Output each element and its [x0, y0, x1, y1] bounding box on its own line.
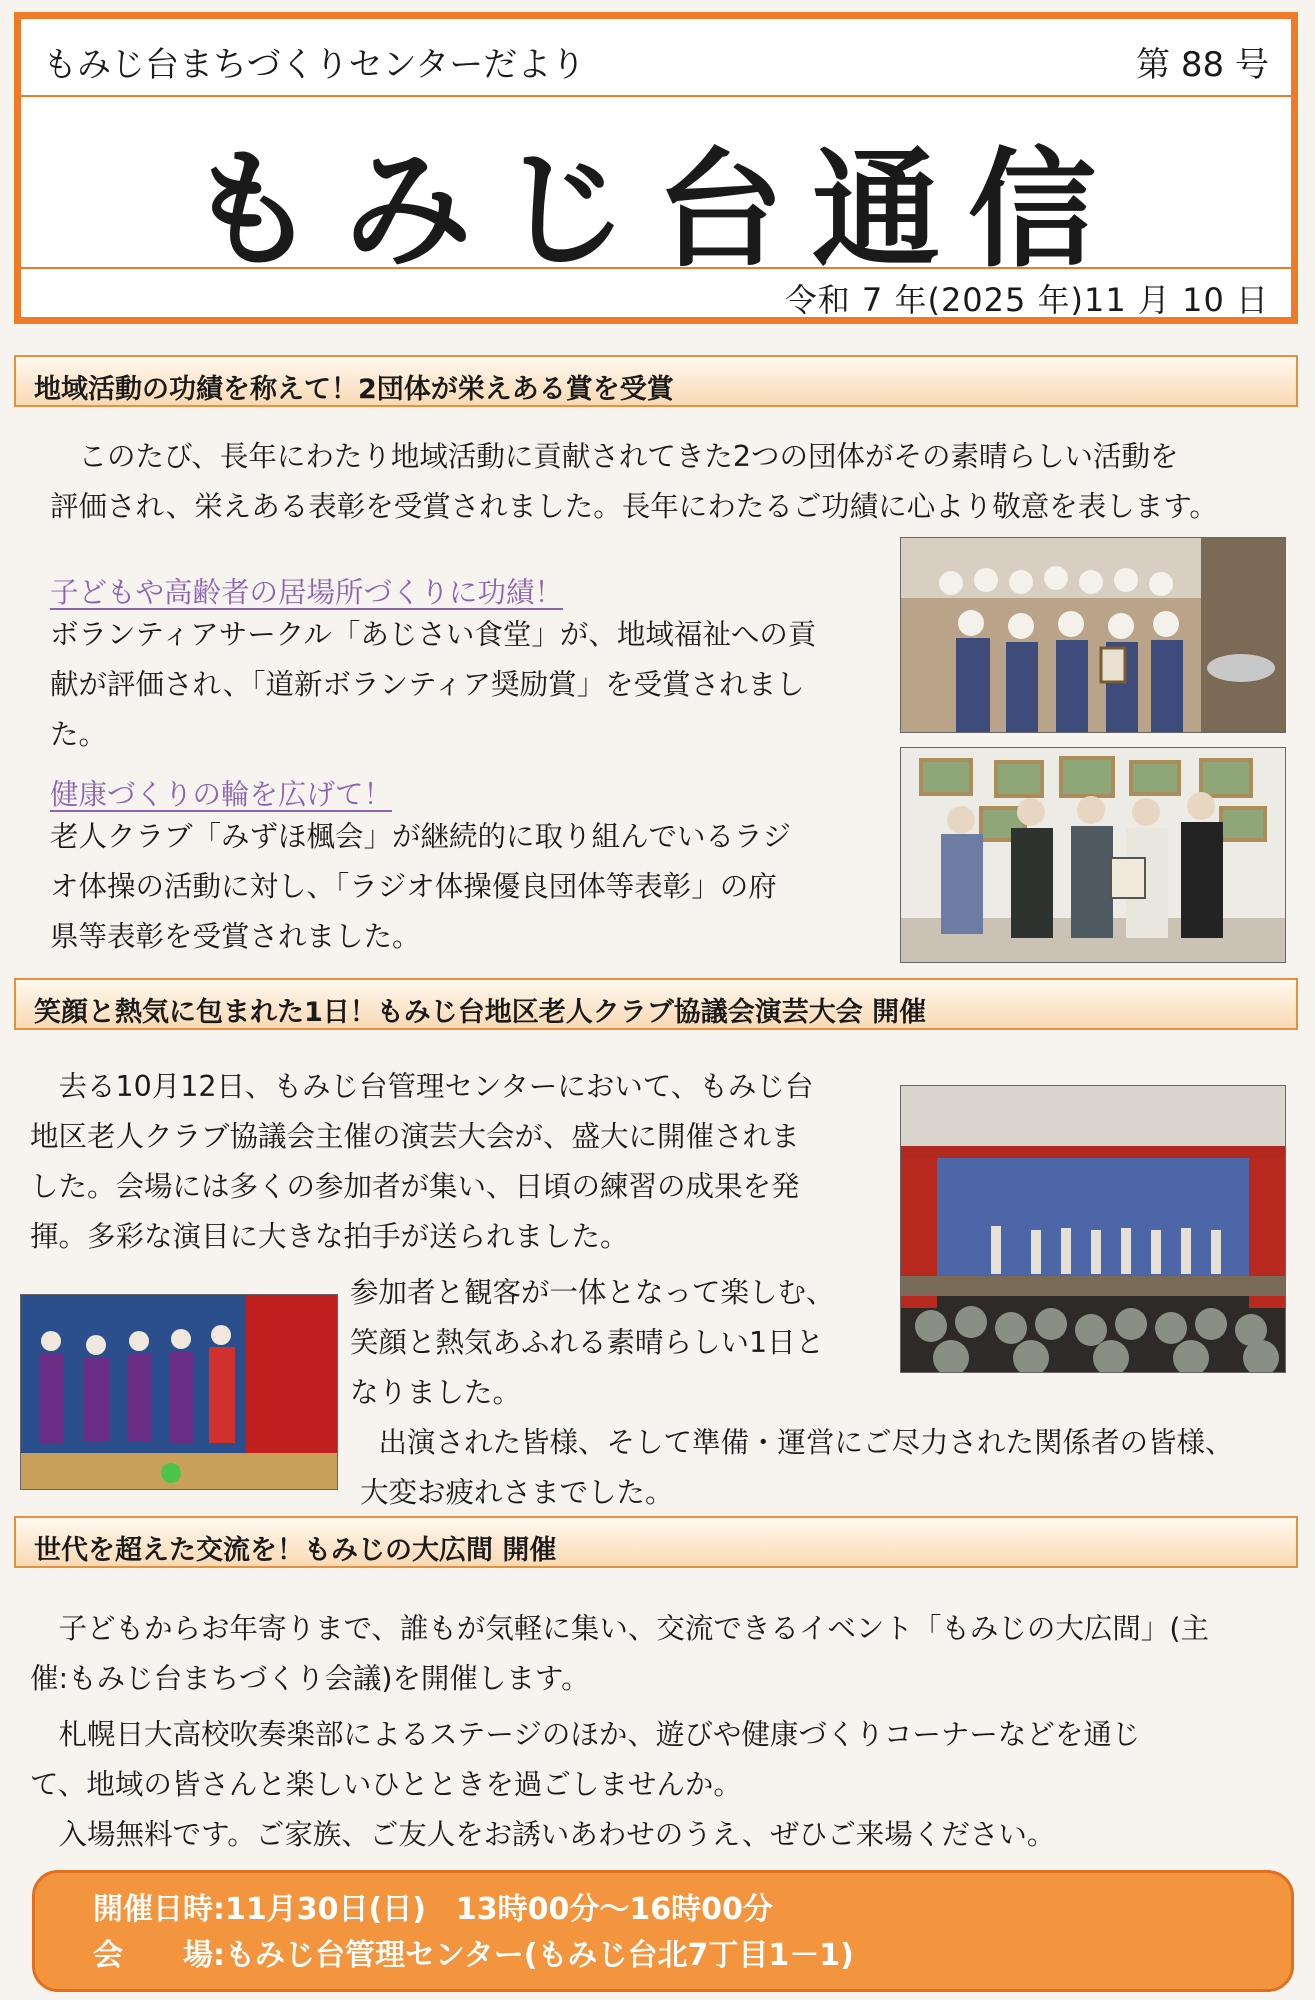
event-venue-value: もみじ台管理センター(もみじ台北7丁目1－1): [225, 1938, 854, 1973]
award-2-line-2: オ体操の活動に対し、「ラジオ体操優良団体等表彰」の府: [50, 870, 777, 903]
event-line-3: 札幌日大高校吹奏楽部によるステージのほか、遊びや健康づくりコーナーなどを通じ: [30, 1718, 1141, 1751]
performance-line-5: 参加者と観客が一体となって楽しむ、: [350, 1276, 835, 1309]
stage-hall-photo: [900, 1085, 1286, 1373]
section-heading-awards: 地域活動の功績を称えて！2団体が栄えある賞を受賞: [14, 355, 1298, 407]
event-venue-label: 会 場:: [93, 1938, 225, 1973]
event-line-2: 催:もみじ台まちづくり会議)を開催します。: [30, 1662, 590, 1695]
performance-line-1: 去る10月12日、もみじ台管理センターにおいて、もみじ台: [30, 1070, 814, 1103]
award-1-line-3: た。: [50, 718, 108, 751]
performance-line-9: 大変お疲れさまでした。: [360, 1476, 674, 1509]
performance-line-8: 出演された皆様、そして準備・運営にご尽力された関係者の皆様、: [350, 1426, 1234, 1459]
performance-line-2: 地区老人クラブ協議会主催の演芸大会が、盛大に開催されま: [30, 1120, 800, 1153]
volunteer-group-photo: [900, 537, 1286, 733]
event-line-4: て、地域の皆さんと楽しいひとときを過ごしませんか。: [30, 1768, 742, 1801]
event-line-5: 入場無料です。ご家族、ご友人をお誘いあわせのうえ、ぜひご来場ください。: [30, 1818, 1056, 1851]
section-heading-performance: 笑顔と熱気に包まれた1日！もみじ台地区老人クラブ協議会演芸大会 開催: [14, 978, 1298, 1030]
section-heading-event: 世代を超えた交流を！もみじの大広間 開催: [14, 1516, 1298, 1568]
award-1-subheading: 子どもや高齢者の居場所づくりに功績！: [50, 576, 564, 609]
awards-intro-line-1: このたび、長年にわたり地域活動に貢献されてきた2つの団体がその素晴らしい活動を: [50, 440, 1179, 473]
seniors-club-photo: [900, 747, 1286, 963]
performers-photo: [20, 1294, 338, 1490]
performance-line-6: 笑顔と熱気あふれる素晴らしい1日と: [350, 1326, 825, 1359]
performance-line-4: 揮。多彩な演目に大きな拍手が送られました。: [30, 1220, 629, 1253]
award-2-line-3: 県等表彰を受賞されました。: [50, 920, 421, 953]
publication-date: 令和 7 年(2025 年)11 月 10 日: [784, 281, 1269, 319]
awards-intro-line-2: 評価され、栄えある表彰を受賞されました。長年にわたるご功績に心より敬意を表します。: [50, 490, 1218, 523]
issue-number: 第 88 号: [1136, 45, 1269, 85]
newsletter-subtitle: もみじ台まちづくりセンターだより: [43, 45, 586, 85]
event-venue-row: [93, 1933, 1233, 1979]
performance-line-3: した。会場には多くの参加者が集い、日頃の練習の成果を発: [30, 1170, 800, 1203]
award-2-subheading: 健康づくりの輪を広げて！: [50, 778, 393, 811]
masthead: [14, 12, 1298, 324]
award-1-line-2: 献が評価され、「道新ボランティア奨励賞」を受賞されまし: [50, 668, 805, 701]
event-line-1: 子どもからお年寄りまで、誰もが気軽に集い、交流できるイベント「もみじの大広間」(主: [30, 1612, 1210, 1645]
performance-line-7: なりました。: [350, 1376, 522, 1409]
event-date-row: [93, 1887, 1233, 1933]
event-date-label: 開催日時:: [93, 1892, 225, 1927]
event-date-value: 11月30日(日) 13時00分～16時00分: [225, 1892, 773, 1927]
newsletter-title: もみじ台通信: [187, 136, 1124, 285]
event-info-box: [32, 1870, 1294, 1992]
award-1-line-1: ボランティアサークル「あじさい食堂」が、地域福祉への貢: [50, 618, 817, 651]
award-2-line-1: 老人クラブ「みずほ楓会」が継続的に取り組んでいるラジ: [50, 820, 792, 853]
